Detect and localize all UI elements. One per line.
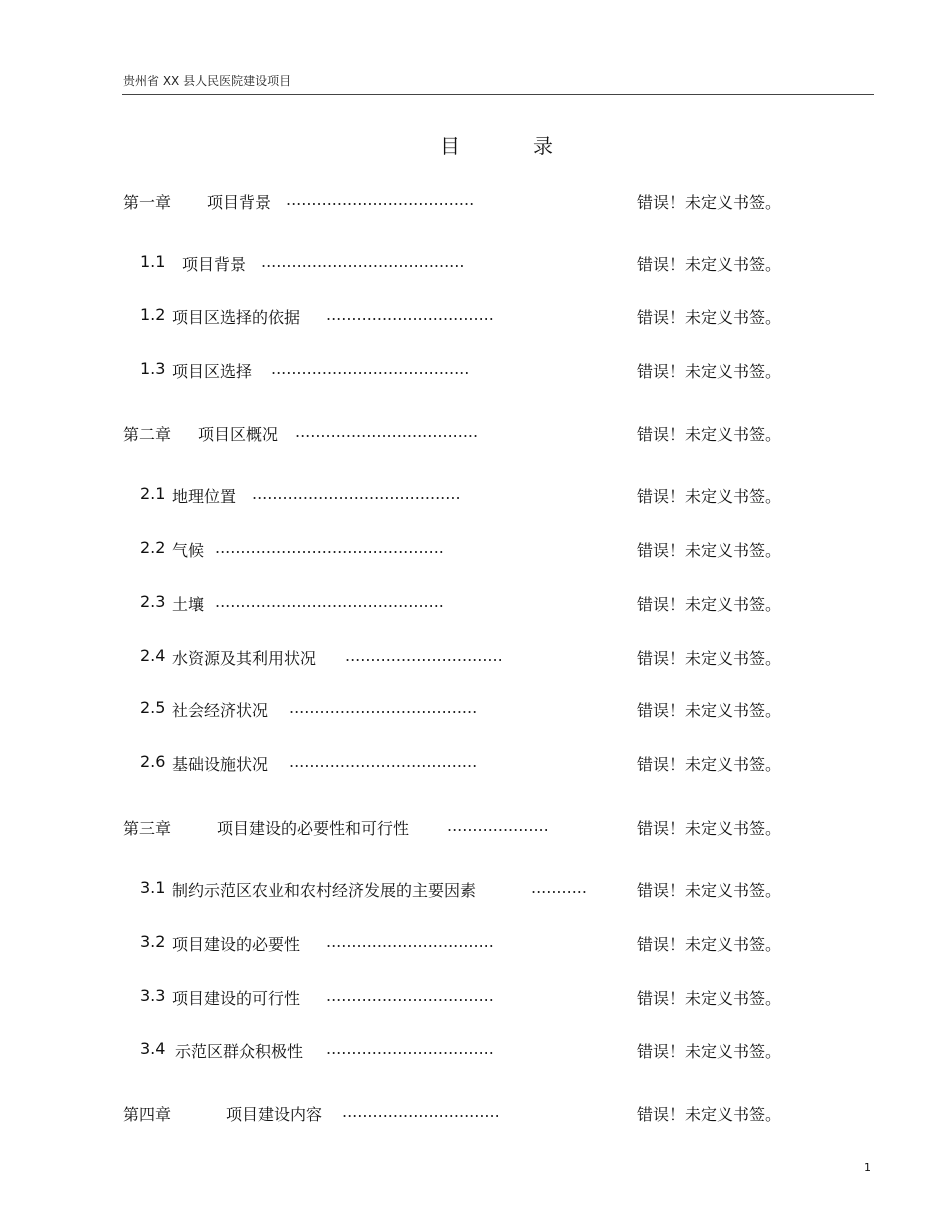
toc-entry-leader: ................................. (326, 932, 494, 951)
toc-entry-page: 错误！未定义书签。 (637, 989, 782, 1008)
toc-entry-label: 2.1 (140, 484, 166, 503)
toc-entry-title: 项目建设内容 (226, 1105, 323, 1124)
toc-entry-leader: ................................. (326, 986, 494, 1005)
toc-entry-label: 2.4 (140, 646, 166, 665)
page-number: 1 (864, 1161, 871, 1174)
toc-entry-page: 错误！未定义书签。 (637, 649, 782, 668)
toc-entry-leader: ............................... (342, 1102, 500, 1121)
toc-entry-label: 1.3 (140, 359, 166, 378)
toc-entry[interactable] (0, 305, 950, 329)
toc-entry-leader: ..................................... (289, 698, 478, 717)
toc-entry-leader: ..................................... (289, 752, 478, 771)
toc-entry-title: 项目背景 (207, 193, 272, 212)
toc-entry-label: 2.3 (140, 592, 166, 611)
toc-entry-page: 错误！未定义书签。 (637, 881, 782, 900)
toc-entry-page: 错误！未定义书签。 (637, 255, 782, 274)
toc-entry-leader: ........... (531, 878, 587, 897)
toc-title-char-1: 目 (440, 134, 460, 158)
toc-entry-leader: ....................................... (271, 359, 470, 378)
toc-entry-page: 错误！未定义书签。 (637, 541, 782, 560)
toc-entry[interactable] (0, 878, 950, 902)
toc-entry-page: 错误！未定义书签。 (637, 1105, 782, 1124)
toc-entry-page: 错误！未定义书签。 (637, 487, 782, 506)
toc-entry[interactable] (0, 252, 950, 276)
toc-entry-title: 气候 (172, 541, 205, 560)
toc-entry-page: 错误！未定义书签。 (637, 425, 782, 444)
header-title: 贵州省 XX 县人民医院建设项目 (123, 74, 292, 88)
toc-entry-title: 项目建设的可行性 (172, 989, 301, 1008)
toc-entry[interactable] (0, 538, 950, 562)
toc-entry-label: 1.1 (140, 252, 166, 271)
toc-title-char-2: 录 (533, 134, 553, 158)
toc-entry-label: 第一章 (123, 193, 172, 212)
toc-entry-label: 2.5 (140, 698, 166, 717)
toc-entry-title: 水资源及其利用状况 (172, 649, 317, 668)
toc-entry-leader: ............................................. (215, 538, 444, 557)
toc-entry[interactable] (0, 986, 950, 1010)
toc-entry[interactable] (0, 422, 950, 446)
toc-entry-label: 2.6 (140, 752, 166, 771)
toc-entry-page: 错误！未定义书签。 (637, 701, 782, 720)
toc-entry[interactable] (0, 1102, 950, 1126)
toc-entry-page: 错误！未定义书签。 (637, 819, 782, 838)
toc-entry-label: 1.2 (140, 305, 166, 324)
toc-entry-label: 3.3 (140, 986, 166, 1005)
toc-entry-leader: ............................... (345, 646, 503, 665)
toc-entry-leader: ............................................. (215, 592, 444, 611)
toc-entry-leader: ................................. (326, 305, 494, 324)
toc-entry-label: 2.2 (140, 538, 166, 557)
toc-entry-leader: ................................. (326, 1039, 494, 1058)
toc-entry-title: 地理位置 (172, 487, 237, 506)
toc-entry[interactable] (0, 359, 950, 383)
toc-entry[interactable] (0, 592, 950, 616)
toc-entry-leader: .................................... (295, 422, 479, 441)
toc-entry-label: 3.1 (140, 878, 166, 897)
toc-entry-page: 错误！未定义书签。 (637, 308, 782, 327)
toc-entry-label: 3.4 (140, 1039, 166, 1058)
toc-entry[interactable] (0, 698, 950, 722)
toc-entry-title: 项目建设的必要性 (172, 935, 301, 954)
header-divider (122, 94, 874, 95)
toc-entry[interactable] (0, 484, 950, 508)
toc-entry-title: 项目背景 (182, 255, 247, 274)
toc-entry[interactable] (0, 190, 950, 214)
toc-entry[interactable] (0, 932, 950, 956)
toc-entry-label: 3.2 (140, 932, 166, 951)
toc-entry-title: 项目区选择的依据 (172, 308, 301, 327)
toc-entry[interactable] (0, 816, 950, 840)
toc-entry-label: 第二章 (123, 425, 172, 444)
toc-entry[interactable] (0, 646, 950, 670)
toc-entry-leader: .................... (447, 816, 549, 835)
toc-entry-title: 项目建设的必要性和可行性 (217, 819, 410, 838)
toc-entry-title: 基础设施状况 (172, 755, 269, 774)
toc-entry-title: 社会经济状况 (172, 701, 269, 720)
toc-entry-leader: ........................................ (261, 252, 465, 271)
toc-entry[interactable] (0, 1039, 950, 1063)
toc-entry-page: 错误！未定义书签。 (637, 755, 782, 774)
toc-entry-label: 第四章 (123, 1105, 172, 1124)
toc-entry-page: 错误！未定义书签。 (637, 193, 782, 212)
toc-entry-label: 第三章 (123, 819, 172, 838)
toc-entry-title: 土壤 (172, 595, 205, 614)
toc-entry-title: 项目区概况 (198, 425, 279, 444)
toc-entry[interactable] (0, 752, 950, 776)
toc-entry-page: 错误！未定义书签。 (637, 1042, 782, 1061)
toc-entry-title: 制约示范区农业和农村经济发展的主要因素 (172, 881, 477, 900)
toc-entry-title: 项目区选择 (172, 362, 253, 381)
toc-entry-page: 错误！未定义书签。 (637, 935, 782, 954)
toc-entry-leader: ......................................... (252, 484, 461, 503)
toc-entry-page: 错误！未定义书签。 (637, 595, 782, 614)
toc-entry-title: 示范区群众积极性 (175, 1042, 304, 1061)
toc-entry-page: 错误！未定义书签。 (637, 362, 782, 381)
toc-entry-leader: ..................................... (286, 190, 475, 209)
